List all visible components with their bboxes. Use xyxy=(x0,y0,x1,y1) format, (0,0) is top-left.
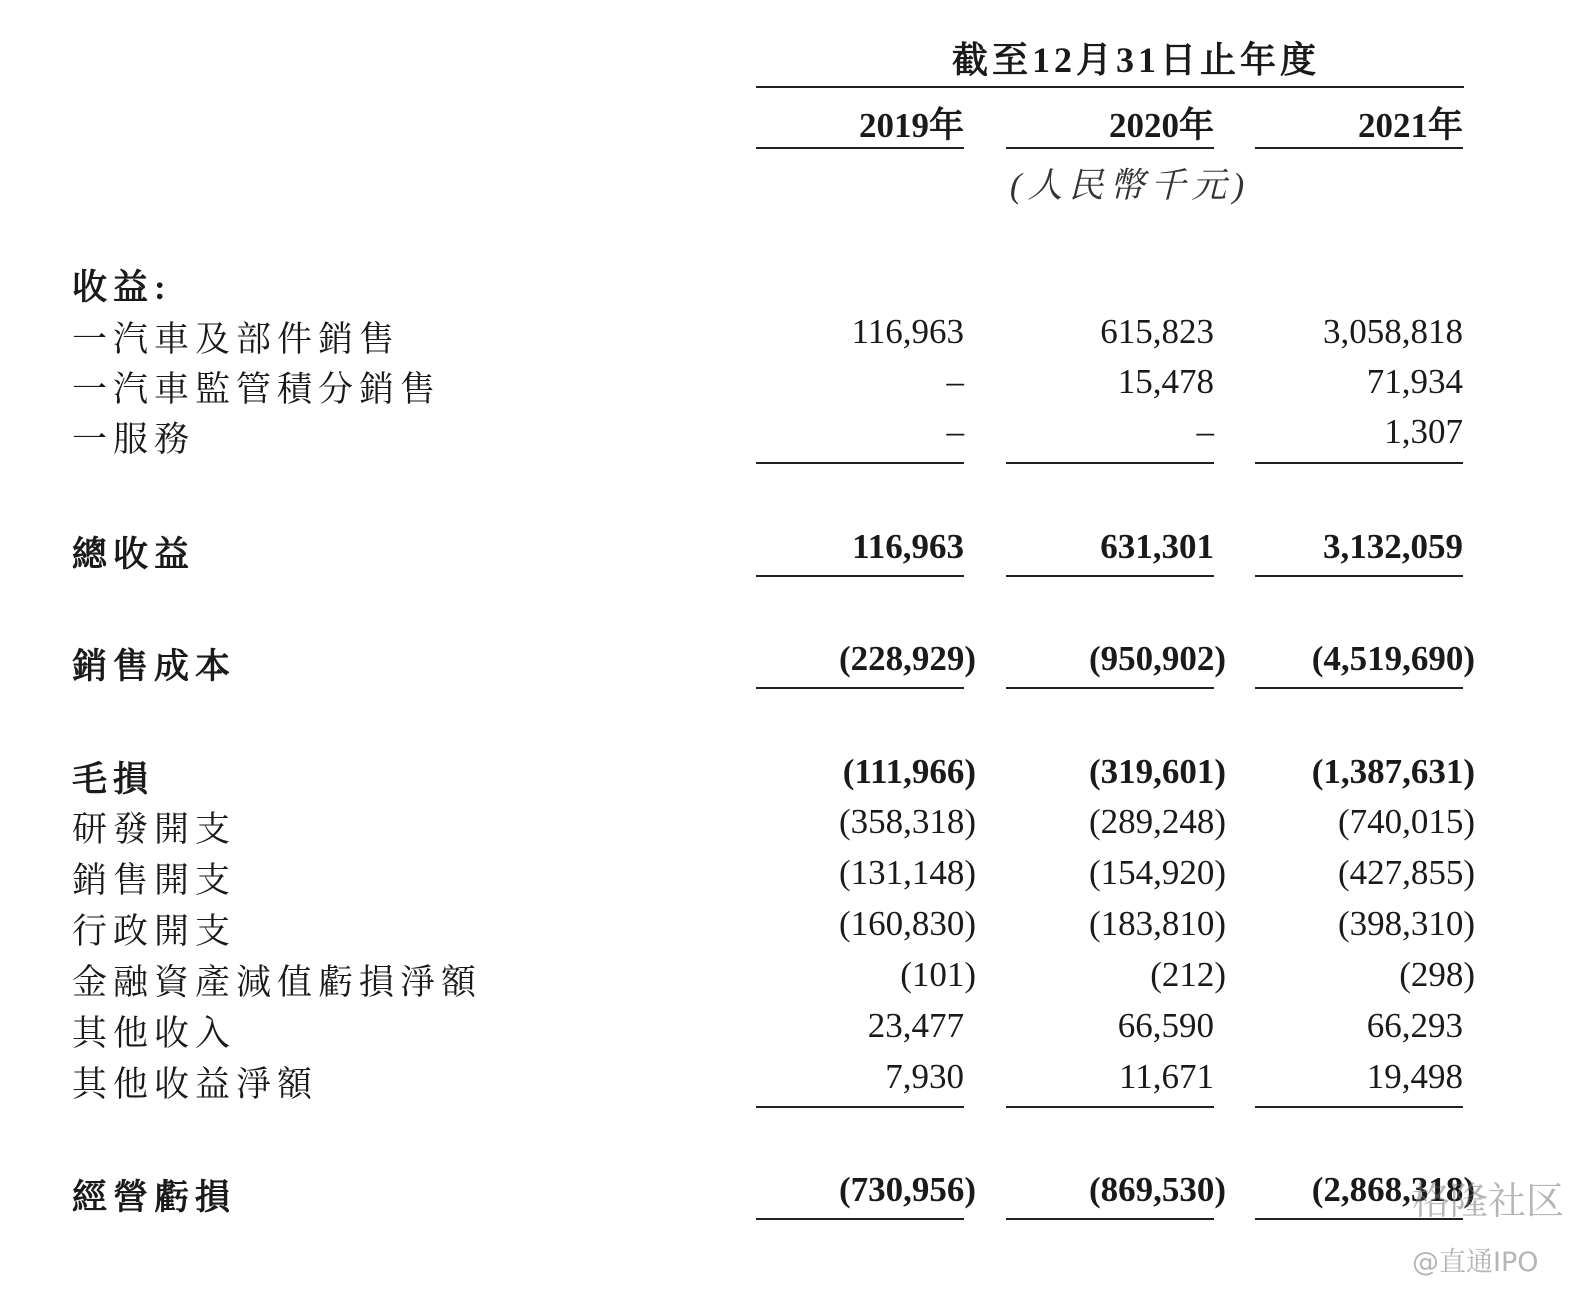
cell-2020: – xyxy=(1196,412,1214,451)
expense-rule-2021 xyxy=(1255,1106,1463,1108)
cell-2019: (160,830) xyxy=(838,904,976,943)
cost-rule-2021 xyxy=(1255,687,1463,689)
currency-unit: (人民幣千元) xyxy=(1009,166,1251,205)
table-row xyxy=(0,955,1594,1005)
row-label: 銷售成本 xyxy=(72,647,237,686)
cell-2021: (298) xyxy=(1399,955,1475,994)
expense-rule-2020 xyxy=(1006,1106,1214,1108)
cell-2021: (1,387,631) xyxy=(1311,752,1475,791)
table-row xyxy=(0,853,1594,903)
cell-2019: (730,956) xyxy=(838,1170,976,1209)
table-row xyxy=(0,904,1594,954)
final-rule-2019 xyxy=(756,1218,964,1220)
cell-2021: 19,498 xyxy=(1366,1057,1463,1096)
row-label: 行政開支 xyxy=(72,912,237,951)
cost-rule-2020 xyxy=(1006,687,1214,689)
cell-2019: (111,966) xyxy=(842,752,976,791)
cell-2020: 11,671 xyxy=(1119,1057,1214,1096)
year-rule-2019 xyxy=(756,147,964,149)
year-2019: 2019年 xyxy=(858,106,964,145)
cell-2021: (398,310) xyxy=(1337,904,1475,943)
watermark-handle: @直通IPO xyxy=(1412,1247,1539,1278)
cell-2020: (212) xyxy=(1150,955,1226,994)
cell-2019: (101) xyxy=(900,955,976,994)
cost-rule-2019 xyxy=(756,687,964,689)
cell-2019: 7,930 xyxy=(885,1057,964,1096)
row-label: 毛損 xyxy=(72,760,155,799)
cell-2020: (154,920) xyxy=(1088,853,1226,892)
table-row xyxy=(0,639,1594,689)
cell-2020: (289,248) xyxy=(1088,802,1226,841)
table-row xyxy=(0,1006,1594,1056)
cell-2020: (319,601) xyxy=(1088,752,1226,791)
cell-2019: 116,963 xyxy=(852,527,964,566)
table-row xyxy=(0,312,1594,362)
table-row xyxy=(0,1057,1594,1107)
cell-2019: (358,318) xyxy=(838,802,976,841)
total-rule-2019 xyxy=(756,575,964,577)
year-2020: 2020年 xyxy=(1108,106,1214,145)
row-label: 其他收益淨額 xyxy=(72,1065,319,1104)
cell-2019: (131,148) xyxy=(838,853,976,892)
watermark-community: 格隆社区 xyxy=(1412,1179,1565,1223)
cell-2021: (427,855) xyxy=(1337,853,1475,892)
cell-2021: 1,307 xyxy=(1384,412,1463,451)
table-row xyxy=(0,752,1594,802)
cell-2019: – xyxy=(946,412,964,451)
revenue-section xyxy=(0,260,1594,310)
header-rule xyxy=(756,86,1464,88)
table-row xyxy=(0,412,1594,462)
cell-2019: 23,477 xyxy=(867,1006,964,1045)
subtotal-rule-2021 xyxy=(1255,462,1463,464)
row-label: 其他收入 xyxy=(72,1014,237,1053)
year-2021: 2021年 xyxy=(1357,106,1463,145)
cell-2020: 15,478 xyxy=(1117,362,1214,401)
table-row xyxy=(0,527,1594,577)
period-header: 截至12月31日止年度 xyxy=(951,40,1320,80)
year-rule-2020 xyxy=(1006,147,1214,149)
cell-2021: (2,868,318) xyxy=(1311,1170,1475,1209)
cell-2021: 71,934 xyxy=(1366,362,1463,401)
cell-2020: 631,301 xyxy=(1100,527,1214,566)
subtotal-rule-2020 xyxy=(1006,462,1214,464)
table-row xyxy=(0,362,1594,412)
row-label: 一汽車及部件銷售 xyxy=(72,320,401,359)
row-label: 金融資產減值虧損淨額 xyxy=(72,963,483,1002)
cell-2019: (228,929) xyxy=(838,639,976,678)
row-label: 一汽車監管積分銷售 xyxy=(72,370,442,409)
year-rule-2021 xyxy=(1255,147,1463,149)
table-row xyxy=(0,1170,1594,1220)
row-label: 銷售開支 xyxy=(72,861,237,900)
cell-2021: 3,058,818 xyxy=(1323,312,1463,351)
final-rule-2020 xyxy=(1006,1218,1214,1220)
cell-2020: 66,590 xyxy=(1117,1006,1214,1045)
table-row xyxy=(0,802,1594,852)
row-label: 經營虧損 xyxy=(72,1178,237,1217)
cell-2020: (950,902) xyxy=(1088,639,1226,678)
cell-2020: (869,530) xyxy=(1088,1170,1226,1209)
section-label: 收益: xyxy=(72,268,172,307)
subtotal-rule-2019 xyxy=(756,462,964,464)
expense-rule-2019 xyxy=(756,1106,964,1108)
row-label: 總收益 xyxy=(72,535,196,574)
cell-2021: 3,132,059 xyxy=(1323,527,1463,566)
cell-2021: (4,519,690) xyxy=(1311,639,1475,678)
cell-2021: 66,293 xyxy=(1366,1006,1463,1045)
cell-2019: – xyxy=(946,362,964,401)
cell-2020: (183,810) xyxy=(1088,904,1226,943)
row-label: 一服務 xyxy=(72,420,196,459)
cell-2020: 615,823 xyxy=(1100,312,1214,351)
row-label: 研發開支 xyxy=(72,810,237,849)
total-rule-2021 xyxy=(1255,575,1463,577)
cell-2021: (740,015) xyxy=(1337,802,1475,841)
total-rule-2020 xyxy=(1006,575,1214,577)
cell-2019: 116,963 xyxy=(851,312,964,351)
